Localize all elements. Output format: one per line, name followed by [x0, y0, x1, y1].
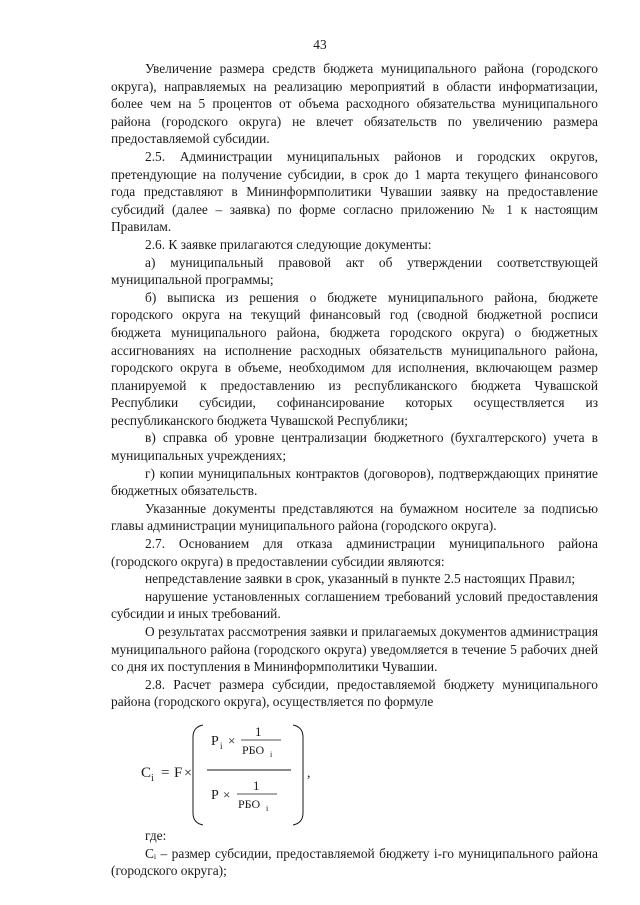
document-body [111, 60, 598, 880]
formula-one: 1 [255, 723, 262, 739]
formula-times: × [223, 786, 231, 802]
formula-p: P [211, 787, 219, 803]
paragraph: Указанные документы представляются на бумажном носителе за подписью главы администрации муниципального района (городского округа). [111, 500, 598, 534]
formula-pi-subscript: i [220, 740, 223, 751]
formula-rbo: РБО [238, 796, 261, 811]
page-number: 43 [313, 37, 327, 52]
formula-right-bracket [293, 725, 303, 825]
formula-left-bracket [193, 725, 203, 825]
paragraph: О результатах рассмотрения заявки и прилагаемых документов администрация муниципального района (городского округа) уведомляется в течение 5 рабочих дней со дня их поступления в Мининформполитики Чувашии. [111, 624, 598, 675]
formula-lhs: C [141, 764, 152, 781]
paragraph: непредставление заявки в срок, указанный в пункте 2.5 настоящих Правил; [145, 571, 576, 587]
paragraph: 2.7. Основанием для отказа администрации муниципального района (городского округа) в предоставлении субсидии являются: [111, 536, 598, 569]
formula-times: × [228, 732, 236, 748]
formula-rbo-subscript: i [270, 749, 273, 759]
paragraph: 2.5. Администрации муниципальных районов и городских округов, претендующие на получение субсидии, в срок до 1 марта текущего финансового года представляют в Мининформполитики Чувашии заявку на предоставление субсидий (далее – заявка) по форме согласно приложению № 1 к настоящим Правилам. [111, 148, 598, 235]
definition: Cᵢ – размер субсидии, предоставляемой бюджету i-го муниципального района (городского округа); [111, 845, 598, 879]
paragraph: нарушение установленных соглашением требований условий предоставления субсидии и иных требований. [111, 588, 598, 622]
paragraph: г) копии муниципальных контрактов (договоров), подтверждающих принятие бюджетных обязательств. [111, 465, 598, 499]
where-label: где: [145, 827, 167, 843]
paragraph: 2.6. К заявке прилагаются следующие документы: [145, 236, 432, 252]
subsidy-formula [141, 717, 461, 827]
paragraph: в) справка об уровне централизации бюджетного (бухгалтерского) учета в муниципальных учреждениях; [111, 430, 598, 464]
paragraph: 2.8. Расчет размера субсидии, предоставляемой бюджету муниципального района (городского округа), осуществляется по формуле [111, 676, 598, 710]
paragraph: а) муниципальный правовой акт об утверждении соответствующей муниципальной программы; [111, 254, 598, 288]
formula-times: × [184, 765, 192, 781]
formula-rbo: РБО [242, 742, 265, 757]
paragraph: б) выписка из решения о бюджете муниципального района, бюджете городского округа на текущий финансовый год (сводной бюджетной росписи бюджета муниципального района, бюджета городского округа) о бюджетных ассигнованиях на исполнение расходных обязательств муниципального района, городского округа в объеме, необходимом для исполнения, включающем размер планируемой к предоставлению из республиканского бюджета Чувашской Республики субсидии, софинансирование которых осуществляется из республиканского бюджета Чувашской Республики; [111, 289, 598, 428]
formula-block [111, 717, 598, 827]
formula-f: F [174, 764, 183, 781]
formula-rbo-subscript: i [266, 803, 269, 813]
formula-lhs-subscript: i [151, 772, 154, 784]
paragraph: Увеличение размера средств бюджета муниципального района (городского округа), направляемых на реализацию мероприятий в области информатизации, более чем на 5 процентов от объема расходного обязательства муниципального района (городского округа) не влечет обязательств по увеличению размера предоставляемой субсидии. [111, 61, 598, 147]
formula-equals: = [161, 764, 170, 781]
formula-comma: , [307, 765, 311, 781]
formula-pi: P [211, 733, 219, 749]
formula-one: 1 [253, 777, 260, 793]
